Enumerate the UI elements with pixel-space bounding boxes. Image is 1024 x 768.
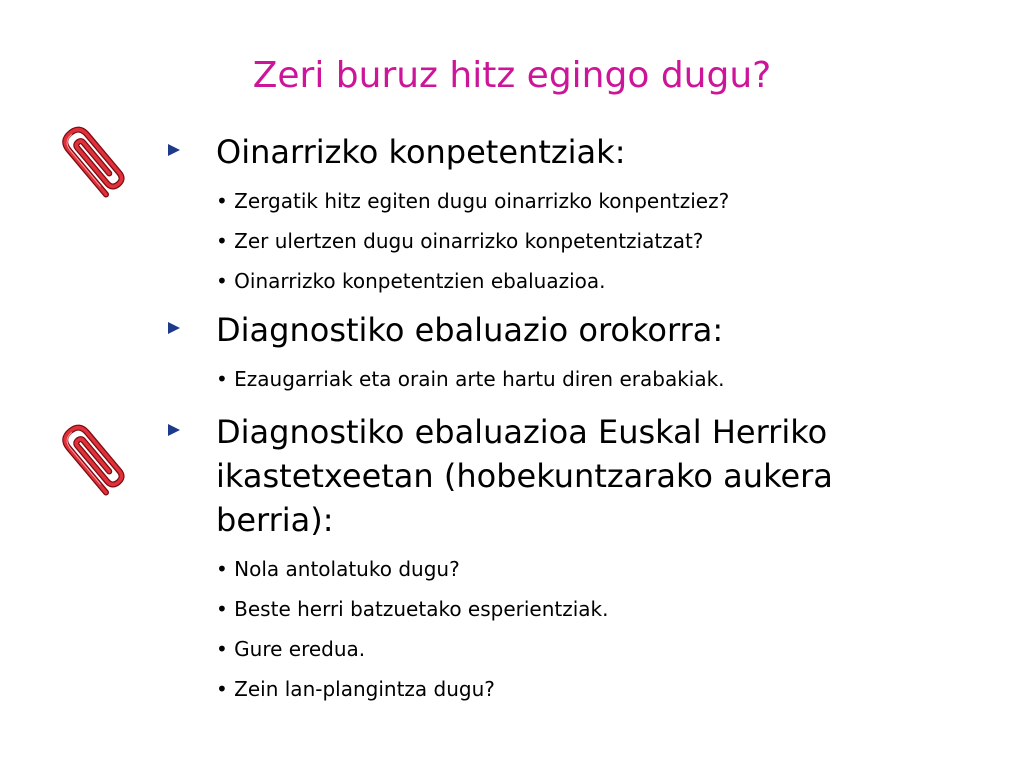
section-heading	[168, 410, 946, 542]
section-heading	[168, 130, 946, 174]
section-heading-text: Diagnostiko ebaluazioa Euskal Herriko ikastetxeetan (hobekuntzarako aukera berria):	[216, 413, 833, 539]
list-item: • Beste herri batzuetako esperientziak.	[216, 597, 609, 621]
list-item: • Zein lan-plangintza dugu?	[216, 677, 495, 701]
section-heading-text: Oinarrizko konpetentziak:	[216, 133, 626, 171]
slide-title: Zeri buruz hitz egingo dugu?	[252, 55, 772, 96]
list-item: • Zergatik hitz egiten dugu oinarrizko konpentziez?	[216, 189, 730, 213]
paperclip-icon	[50, 113, 140, 203]
list-item: • Oinarrizko konpetentzien ebaluazioa.	[216, 269, 606, 293]
section-heading-text: Diagnostiko ebaluazio orokorra:	[216, 311, 724, 349]
list-item: • Ezaugarriak eta orain arte hartu diren erabakiak.	[216, 367, 725, 391]
paperclip-icon	[50, 411, 140, 501]
bullet-arrow-icon	[168, 144, 180, 156]
bullet-arrow-icon	[168, 322, 180, 334]
bullet-arrow-icon	[168, 424, 180, 436]
section-heading	[168, 308, 946, 352]
list-item: • Zer ulertzen dugu oinarrizko konpetentziatzat?	[216, 229, 704, 253]
list-item: • Gure eredua.	[216, 637, 366, 661]
list-item: • Nola antolatuko dugu?	[216, 557, 460, 581]
slide-content	[168, 130, 968, 702]
